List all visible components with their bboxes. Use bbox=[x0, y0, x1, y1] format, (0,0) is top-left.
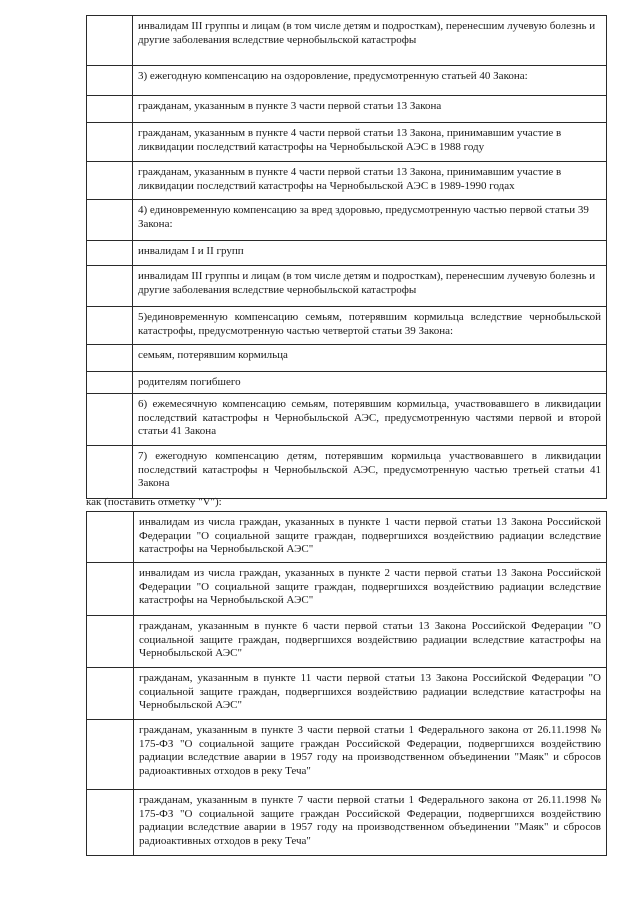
row-text: гражданам, указанным в пункте 7 части первой статьи 1 Федерального закона от 26.11.1998 № 175-ФЗ "О социальной защите граждан Российской Федерации, подвергшихся воздействию радиации вследствие аварии в 1957 году на производственном объединении "Маяк" и сбросов радиоактивных отходов в реку Теча" bbox=[134, 790, 607, 856]
checkbox-cell[interactable] bbox=[87, 372, 133, 394]
row-text: гражданам, указанным в пункте 3 части первой статьи 13 Закона bbox=[133, 96, 607, 123]
table-row bbox=[87, 394, 607, 446]
categories-table bbox=[86, 511, 607, 856]
row-text: родителям погибшего bbox=[133, 372, 607, 394]
row-text: 5)единовременную компенсацию семьям, потерявшим кормильца вследствие чернобыльской катастрофы, предусмотренную частью четвертой статьи 39 Закона: bbox=[133, 307, 607, 345]
row-text: гражданам, указанным в пункте 3 части первой статьи 1 Федерального закона от 26.11.1998 № 175-ФЗ "О социальной защите граждан Российской Федерации, подвергшихся воздействию радиации вследствие аварии в 1957 году на производственном объединении "Маяк" и сбросов радиоактивных отходов в реку Теча" bbox=[134, 720, 607, 790]
table-row bbox=[87, 96, 607, 123]
checkbox-cell[interactable] bbox=[87, 394, 133, 446]
table-row bbox=[87, 668, 607, 720]
table-row bbox=[87, 241, 607, 266]
table-row bbox=[87, 66, 607, 96]
row-text: гражданам, указанным в пункте 4 части первой статьи 13 Закона, принимавшим участие в ликвидации последствий катастрофы на Чернобыльской АЭС в 1989-1990 годах bbox=[133, 162, 607, 200]
table-row bbox=[87, 266, 607, 307]
checkbox-cell[interactable] bbox=[87, 668, 134, 720]
checkbox-cell[interactable] bbox=[87, 720, 134, 790]
benefits-table bbox=[86, 15, 607, 499]
checkbox-cell[interactable] bbox=[87, 616, 134, 668]
table-row bbox=[87, 345, 607, 372]
checkbox-cell[interactable] bbox=[87, 307, 133, 345]
table-row bbox=[87, 720, 607, 790]
checkbox-cell[interactable] bbox=[87, 446, 133, 499]
row-text: 4) единовременную компенсацию за вред здоровью, предусмотренную частью первой статьи 39 Закона: bbox=[133, 200, 607, 241]
table-row bbox=[87, 372, 607, 394]
checkbox-cell[interactable] bbox=[87, 563, 134, 616]
checkbox-cell[interactable] bbox=[87, 16, 133, 66]
checkbox-cell[interactable] bbox=[87, 345, 133, 372]
row-text: гражданам, указанным в пункте 6 части первой статьи 13 Закона Российской Федерации "О социальной защите граждан, подвергшихся воздействию радиации вследствие катастрофы на Чернобыльской АЭС" bbox=[134, 616, 607, 668]
row-text: инвалидам III группы и лицам (в том числе детям и подросткам), перенесшим лучевую болезнь и другие заболевания вследствие чернобыльской катастрофы bbox=[133, 266, 607, 307]
table-row bbox=[87, 616, 607, 668]
table-row bbox=[87, 162, 607, 200]
table-row bbox=[87, 307, 607, 345]
table-row bbox=[87, 16, 607, 66]
row-text: гражданам, указанным в пункте 11 части первой статьи 13 Закона Российской Федерации "О социальной защите граждан, подвергшихся воздействию радиации вследствие катастрофы на Чернобыльской АЭС" bbox=[134, 668, 607, 720]
row-text: инвалидам из числа граждан, указанных в пункте 2 части первой статьи 13 Закона Российской Федерации "О социальной защите граждан, подвергшихся воздействию радиации вследствие катастрофы на Чернобыльской АЭС" bbox=[134, 563, 607, 616]
checkbox-cell[interactable] bbox=[87, 123, 133, 162]
table-row bbox=[87, 446, 607, 499]
row-text: инвалидам I и II групп bbox=[133, 241, 607, 266]
checkbox-cell[interactable] bbox=[87, 241, 133, 266]
table-row bbox=[87, 790, 607, 856]
checkbox-cell[interactable] bbox=[87, 162, 133, 200]
checkbox-cell[interactable] bbox=[87, 200, 133, 241]
row-text: инвалидам из числа граждан, указанных в пункте 1 части первой статьи 13 Закона Российской Федерации "О социальной защите граждан, подвергшихся воздействию радиации вследствие катастрофы на Чернобыльской АЭС" bbox=[134, 512, 607, 563]
row-text: 6) ежемесячную компенсацию семьям, потерявшим кормильца, участвовавшего в ликвидации последствий катастрофы н Чернобыльской АЭС, предусмотренную частями первой и второй статьи 41 Закона bbox=[133, 394, 607, 446]
row-text: инвалидам III группы и лицам (в том числе детям и подросткам), перенесшим лучевую болезнь и другие заболевания вследствие чернобыльской катастрофы bbox=[133, 16, 607, 66]
checkbox-cell[interactable] bbox=[87, 66, 133, 96]
row-text: гражданам, указанным в пункте 4 части первой статьи 13 Закона, принимавшим участие в ликвидации последствий катастрофы на Чернобыльской АЭС в 1988 году bbox=[133, 123, 607, 162]
row-text: 7) ежегодную компенсацию детям, потерявшим кормильца участвовавшего в ликвидации последствий катастрофы н Чернобыльской АЭС, предусмотренную частью третьей статьи 41 Закона bbox=[133, 446, 607, 499]
checkbox-cell[interactable] bbox=[87, 96, 133, 123]
checkbox-cell[interactable] bbox=[87, 266, 133, 307]
checkbox-cell[interactable] bbox=[87, 512, 134, 563]
instruction-text: как (поставить отметку "V"): bbox=[86, 496, 222, 508]
table-row bbox=[87, 200, 607, 241]
table-row bbox=[87, 512, 607, 563]
checkbox-cell[interactable] bbox=[87, 790, 134, 856]
row-text: семьям, потерявшим кормильца bbox=[133, 345, 607, 372]
row-text: 3) ежегодную компенсацию на оздоровление, предусмотренную статьей 40 Закона: bbox=[133, 66, 607, 96]
table-row bbox=[87, 123, 607, 162]
table-row bbox=[87, 563, 607, 616]
